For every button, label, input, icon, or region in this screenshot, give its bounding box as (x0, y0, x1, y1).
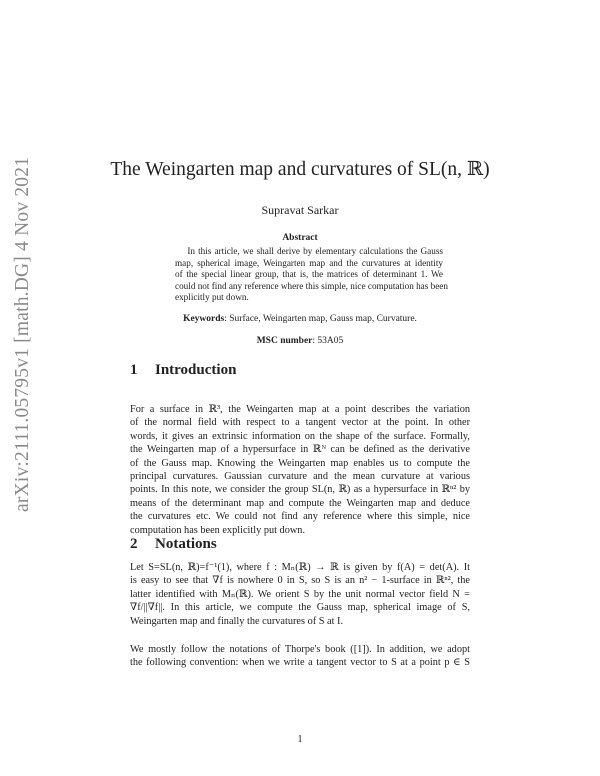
abstract-line: of the special linear group, that is, the matrices of determinant 1. We (175, 269, 443, 280)
paragraph-line: words, it gives an extrinsic information on the shape of the surface. Formally, (130, 430, 470, 442)
section-title: Introduction (155, 362, 237, 378)
msc-text: : 53A05 (312, 336, 344, 346)
keywords (0, 314, 600, 324)
section-number: 2 (130, 536, 138, 552)
keywords-text: : Surface, Weingarten map, Gauss map, Curvature. (224, 314, 417, 324)
paragraph-line: latter identified with Mₙ(ℝ). We orient S by the unit normal vector field N = (130, 588, 470, 600)
paragraph-line: computation has been explicitly put down. (130, 524, 306, 536)
notations-paragraph (130, 643, 470, 670)
keywords-label: Keywords (183, 314, 225, 324)
section-heading-introduction (130, 362, 236, 379)
msc-label: MSC number (256, 336, 313, 346)
paragraph-line: For a surface in ℝ³, the Weingarten map at a point describes the variation (130, 404, 470, 415)
section-title: Notations (155, 536, 217, 552)
section-heading-notations (130, 536, 217, 553)
paragraph-line: the Weingarten map of a hypersurface in ℝᴺ can be defined as the derivative (130, 444, 470, 456)
paragraph-line: means of the determinant map and compute the Weingarten map and deduce (130, 497, 470, 509)
abstract-line: In this article, we shall derive by elementary calculations the Gauss (175, 246, 443, 256)
paragraph-line: We mostly follow the notations of Thorpe's book ([1]). In addition, we adopt (130, 644, 470, 655)
abstract-heading: Abstract (282, 233, 318, 243)
msc-number (0, 336, 600, 346)
paragraph-line: Weingarten map and finally the curvatures of S at I. (130, 615, 344, 627)
paragraph-line: of the Gauss map. Knowing the Weingarten map enables us to compute the (130, 457, 470, 469)
paragraph-line: Let S=SL(n, ℝ)=f⁻¹(1), where f : Mₙ(ℝ) → ℝ is given by f(A) = det(A). It (130, 562, 470, 573)
paragraph-line: ∇f/||∇f||. In this article, we compute the Gauss map, spherical image of S, (130, 602, 470, 614)
abstract-line: map, spherical image, Weingarten map and the curvatures at identity (175, 257, 443, 268)
paragraph-line: is easy to see that ∇f is nowhere 0 in S, so S is an n² − 1-surface in ℝⁿ², the (130, 575, 470, 587)
page-number: 1 (297, 734, 303, 745)
arxiv-stamp: arXiv:2111.05795v1 [math.DG] 4 Nov 2021 (12, 156, 33, 512)
paragraph-line: the curvatures etc. We could not find any reference where this simple, nice (130, 511, 470, 523)
abstract-line: explicitly put down. (175, 292, 249, 303)
paragraph-line: points. In this note, we consider the group SL(n, ℝ) as a hypersurface in ℝⁿ² by (130, 484, 470, 496)
paragraph-line: of the normal field with respect to a tangent vector at the point. In other (130, 417, 470, 429)
abstract-line: could not find any reference where this simple, nice computation has been (175, 280, 448, 291)
abstract-body (175, 246, 448, 304)
notations-paragraph (130, 561, 470, 628)
section-number: 1 (130, 362, 138, 378)
paragraph-line: the following convention: when we write a tangent vector to S at a point p ∈ S (130, 657, 470, 669)
author: Supravat Sarkar (261, 203, 339, 217)
paper-title: The Weingarten map and curvatures of SL(n, ℝ) (110, 159, 490, 180)
introduction-paragraph (130, 403, 470, 537)
paragraph-line: principal curvatures. Gaussian curvature and the mean curvature at various (130, 470, 470, 482)
